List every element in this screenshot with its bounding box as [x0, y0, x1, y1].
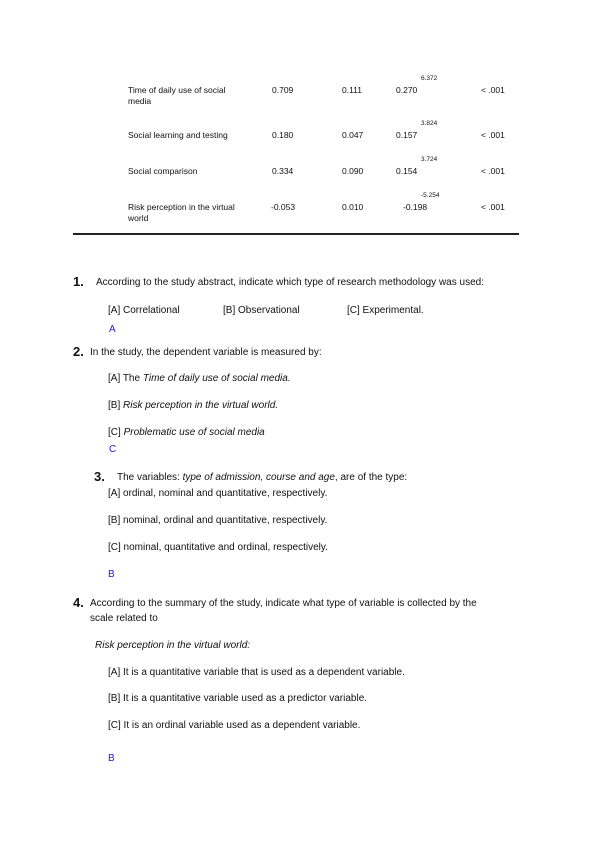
table-cell-p: < .001 — [481, 202, 505, 212]
table-cell-se: 0.090 — [342, 166, 364, 176]
question-text-suffix: , are of the type: — [334, 472, 408, 483]
table-cell-t: 3.724 — [421, 156, 438, 163]
question-text: According to the study abstract, indicate which type of research methodology was used: — [96, 277, 484, 288]
option-c — [108, 427, 265, 438]
answer-text: B — [108, 569, 115, 580]
option-a: [A] It is a quantitative variable that is used as a dependent variable. — [108, 667, 405, 678]
answer-text: B — [108, 753, 115, 764]
table-cell-se: 0.047 — [342, 130, 364, 140]
question-text — [117, 472, 407, 483]
option-a — [108, 373, 291, 384]
table-row-label: Risk perception in the virtual world — [128, 202, 235, 223]
question-number: 4. — [73, 595, 84, 610]
option-prefix: [B] — [108, 400, 124, 411]
table-cell-b: 0.180 — [272, 130, 294, 140]
table-cell-beta: 0.157 — [396, 130, 418, 140]
option-a: [A] Correlational — [108, 305, 180, 316]
option-italic-text: Risk perception in the virtual world. — [123, 400, 279, 411]
table-cell-p: < .001 — [481, 166, 505, 176]
table-bottom-rule — [73, 233, 519, 235]
question-text-line-2: scale related to — [90, 613, 158, 624]
option-b: [B] It is a quantitative variable used as a predictor variable. — [108, 693, 368, 704]
table-cell-t: 3.824 — [421, 120, 438, 127]
question-text-line-1: According to the summary of the study, indicate what type of variable is collected by the — [90, 598, 477, 609]
option-c: [C] It is an ordinal variable used as a dependent variable. — [108, 720, 361, 731]
scale-name — [95, 640, 250, 651]
option-italic-text: Time of daily use of social media. — [142, 373, 291, 384]
option-b — [108, 400, 278, 411]
table-cell-b: 0.334 — [272, 166, 294, 176]
question-text-prefix: The variables: — [117, 472, 183, 483]
option-prefix: [A] The — [108, 373, 143, 384]
question-text: In the study, the dependent variable is measured by: — [90, 347, 322, 358]
scale-name-italic: Risk perception in the virtual world: — [95, 640, 251, 651]
question-number: 3. — [94, 469, 105, 484]
option-a: [A] ordinal, nominal and quantitative, respectively. — [108, 488, 328, 499]
question-number: 2. — [73, 344, 84, 359]
table-cell-b: 0.709 — [272, 85, 294, 95]
table-cell-p: < .001 — [481, 130, 505, 140]
option-italic-text: Problematic use of social media — [123, 427, 265, 438]
question-number: 1. — [73, 274, 84, 289]
table-cell-beta: 0.154 — [396, 166, 418, 176]
option-b: [B] Observational — [223, 305, 300, 316]
table-cell-t: -5.254 — [421, 192, 440, 199]
option-c: [C] Experimental. — [347, 305, 424, 316]
table-row-label: Social comparison — [128, 166, 198, 176]
table-cell-beta: 0.270 — [396, 85, 418, 95]
question-text-italic: type of admission, course and age — [182, 472, 335, 483]
table-cell-p: < .001 — [481, 85, 505, 95]
option-c: [C] nominal, quantitative and ordinal, respectively. — [108, 542, 328, 553]
answer-text: C — [109, 444, 117, 455]
table-cell-se: 0.010 — [342, 202, 364, 212]
option-b: [B] nominal, ordinal and quantitative, respectively. — [108, 515, 328, 526]
table-cell-t: 6.372 — [421, 75, 438, 82]
option-prefix: [C] — [108, 427, 124, 438]
table-row-label: Time of daily use of social media — [128, 85, 226, 106]
answer-text: A — [109, 324, 116, 335]
table-cell-b: -0.053 — [271, 202, 296, 212]
table-row-label: Social learning and testing — [128, 130, 228, 140]
table-cell-se: 0.111 — [342, 85, 363, 95]
table-cell-beta: -0.198 — [403, 202, 428, 212]
